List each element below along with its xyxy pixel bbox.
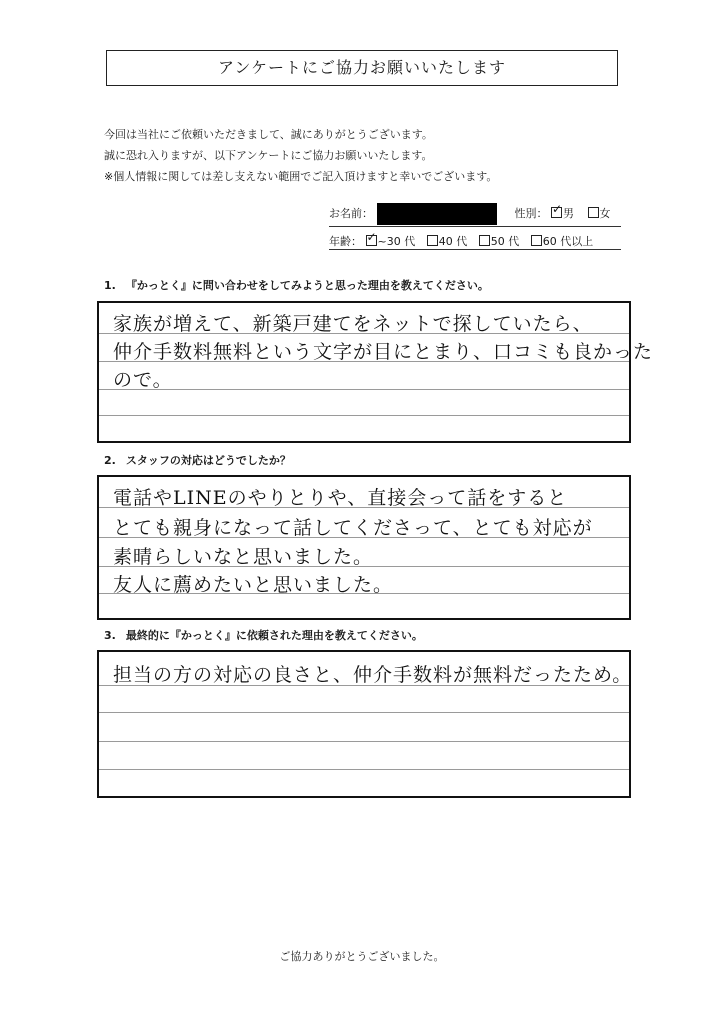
gender-label: 性別： bbox=[514, 207, 548, 220]
checkbox-age-50[interactable] bbox=[479, 235, 490, 246]
name-label: お名前： bbox=[329, 207, 373, 220]
age-opt1-label: ~30 代 bbox=[377, 235, 416, 248]
answer-line: 友人に薦めたいと思いました。 bbox=[113, 574, 394, 596]
name-gender-row bbox=[329, 203, 611, 225]
survey-title: アンケートにご協力お願いいたします bbox=[106, 50, 618, 86]
checkbox-male-checked[interactable] bbox=[551, 207, 562, 218]
intro-line: 今回は当社にご依頼いただきまして、誠にありがとうございます。 bbox=[104, 128, 433, 141]
question-number: 1. bbox=[104, 279, 116, 292]
question-text: スタッフの対応はどうでしたか？ bbox=[125, 454, 291, 467]
intro-text bbox=[104, 124, 497, 187]
intro-line: ※個人情報に関しては差し支えない範囲でご記入頂けますと幸いでございます。 bbox=[104, 170, 498, 183]
question-number: 2. bbox=[104, 454, 116, 467]
ruled-line bbox=[99, 769, 629, 770]
answer-box-3[interactable] bbox=[97, 650, 631, 798]
answer-line: とても親身になって話してくださって、とても対応が bbox=[113, 517, 593, 539]
age-underline bbox=[329, 249, 621, 250]
footer-thanks: ご協力ありがとうございました。 bbox=[279, 950, 445, 963]
question-text: 最終的に『かっとく』に依頼された理由を教えてください。 bbox=[125, 629, 423, 642]
answer-line: 仲介手数料無料という文字が目にとまり、口コミも良かった bbox=[113, 341, 654, 363]
answer-line: ので。 bbox=[113, 369, 173, 391]
checkbox-female[interactable] bbox=[588, 207, 599, 218]
question-1 bbox=[104, 277, 489, 293]
answer-line: 電話やLINEのやりとりや、直接会って話をすると bbox=[113, 487, 568, 509]
question-3 bbox=[104, 627, 423, 643]
age-opt2-label: 40 代 bbox=[438, 235, 468, 248]
answer-line: 家族が増えて、新築戸建てをネットで探していたら、 bbox=[113, 313, 593, 335]
gender-female-label: 女 bbox=[599, 207, 611, 220]
ruled-line bbox=[99, 712, 629, 713]
checkbox-age-30-checked[interactable] bbox=[366, 235, 377, 246]
ruled-line bbox=[99, 741, 629, 742]
answer-box-1[interactable] bbox=[97, 301, 654, 443]
checkbox-age-60[interactable] bbox=[531, 235, 542, 246]
gender-male-label: 男 bbox=[563, 207, 574, 220]
question-text: 『かっとく』に問い合わせをしてみようと思った理由を教えてください。 bbox=[125, 279, 489, 292]
redacted-name bbox=[377, 203, 497, 225]
age-opt3-label: 50 代 bbox=[490, 235, 520, 248]
age-opt4-label: 60 代以上 bbox=[542, 235, 594, 248]
answer-line: 素晴らしいなと思いました。 bbox=[113, 546, 374, 568]
checkbox-age-40[interactable] bbox=[427, 235, 438, 246]
ruled-line bbox=[99, 415, 629, 416]
answer-box-2[interactable] bbox=[97, 475, 631, 620]
answer-line: 担当の方の対応の良さと、仲介手数料が無料だったため。 bbox=[113, 664, 633, 686]
intro-line: 誠に恐れ入りますが、以下アンケートにご協力お願いいたします。 bbox=[104, 149, 433, 162]
name-underline bbox=[329, 226, 621, 227]
question-number: 3. bbox=[104, 629, 116, 642]
age-label: 年齢： bbox=[329, 235, 362, 248]
question-2 bbox=[104, 452, 291, 468]
ruled-line bbox=[99, 389, 629, 390]
age-row bbox=[329, 233, 593, 249]
